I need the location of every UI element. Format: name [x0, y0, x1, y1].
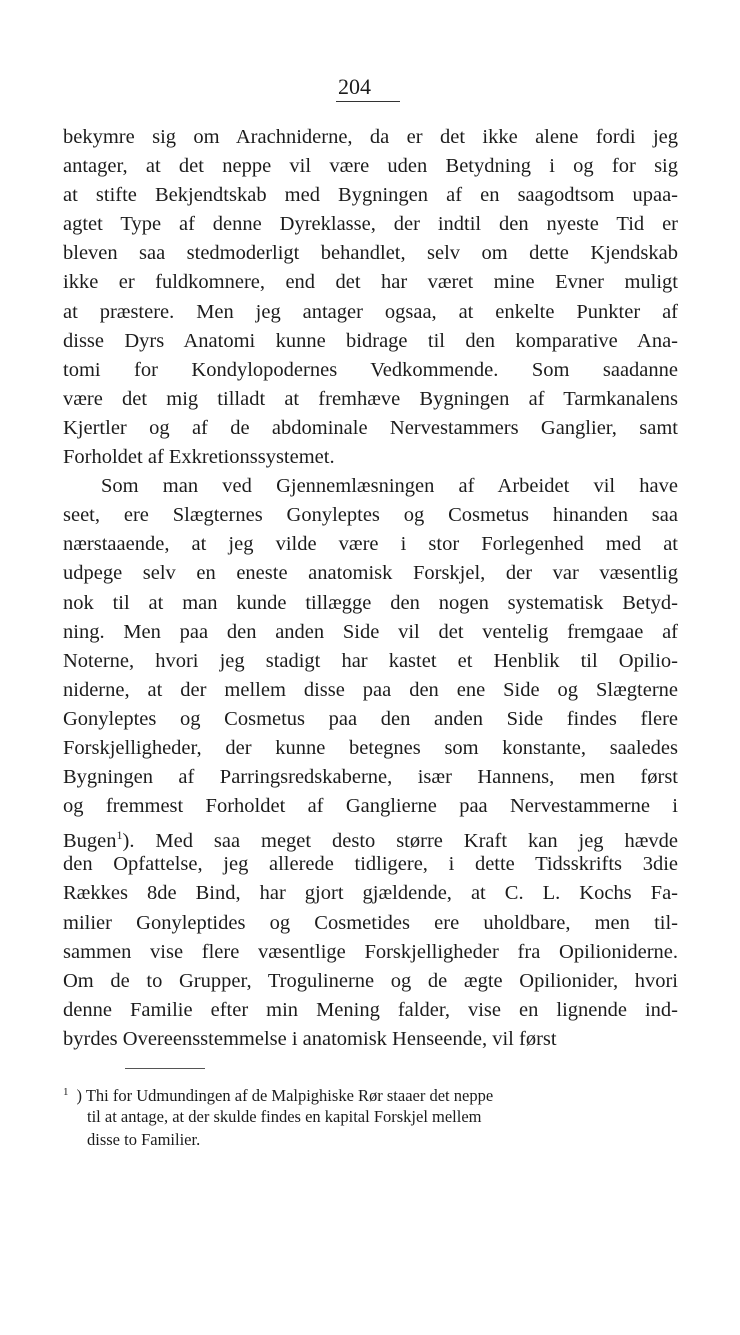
text-line: [63, 385, 678, 414]
text-line: [63, 239, 678, 268]
line-text: nærstaaende, at jeg vilde være i stor Forlegenhed med at: [63, 533, 678, 556]
line-text: byrdes Overeensstemmelse i anatomisk Henseende, vil først: [63, 1027, 557, 1050]
page-number-underline: [336, 101, 400, 102]
line-text: disse Dyrs Anatomi kunne bidrage til den komparative Ana-: [63, 329, 678, 352]
body-text: [63, 123, 678, 1054]
line-text: at præstere. Men jeg antager ogsaa, at enkelte Punkter af: [63, 300, 678, 323]
text-line: [63, 210, 678, 239]
page-number: 204: [338, 74, 371, 99]
line-text: udpege selv en eneste anatomisk Forskjel, der var væsentlig: [63, 562, 678, 585]
text-line: [63, 268, 678, 297]
footnote-line: [63, 1081, 678, 1105]
text-line: [63, 123, 678, 152]
text-line: [63, 647, 678, 676]
text-line: [63, 327, 678, 356]
footnote-line: til at antage, at der skulde findes en kapital Forskjel mellem: [87, 1106, 482, 1126]
text-line: [63, 443, 678, 472]
line-text: være det mig tilladt at fremhæve Bygningen af Tarmkanalens: [63, 387, 678, 410]
line-text-continued: ). Med saa meget desto større Kraft kan jeg hævde: [122, 830, 678, 853]
text-line: [63, 909, 678, 938]
text-line: [63, 152, 678, 181]
text-line: [63, 472, 678, 501]
line-text: niderne, at der mellem disse paa den ene Side og Slægterne: [63, 678, 678, 701]
line-text: nok til at man kunde tillægge den nogen systematisk Betyd-: [63, 591, 678, 614]
line-text: denne Familie efter min Mening falder, vise en lignende ind-: [63, 998, 678, 1021]
line-text: bleven saa stedmoderligt behandlet, selv om dette Kjendskab: [63, 242, 678, 265]
line-text: Som man ved Gjennemlæsningen af Arbeidet vil have: [101, 475, 678, 498]
line-text: antager, at det neppe vil være uden Betydning i og for sig: [63, 155, 678, 178]
text-line: [63, 356, 678, 385]
line-text: ikke er fuldkomnere, end det har været mine Evner muligt: [63, 271, 678, 294]
line-text: tomi for Kondylopodernes Vedkommende. Som saadanne: [63, 358, 678, 381]
text-line: [63, 763, 678, 792]
text-line: [63, 559, 678, 588]
line-text: Gonyleptes og Cosmetus paa den anden Side findes flere: [63, 707, 678, 730]
footnote-line: disse to Familier.: [87, 1130, 201, 1149]
line-text: seet, ere Slægternes Gonyleptes og Cosmetus hinanden saa: [63, 504, 678, 527]
line-text: Forskjelligheder, der kunne betegnes som konstante, saaledes: [63, 736, 678, 759]
line-text: og fremmest Forholdet af Ganglierne paa Nervestammerne i: [63, 795, 678, 818]
line-text: ning. Men paa den anden Side vil det ventelig fremgaae af: [63, 620, 678, 643]
text-line: [63, 705, 678, 734]
line-text: agtet Type af denne Dyreklasse, der indtil den nyeste Tid er: [63, 213, 678, 236]
line-text: Rækkes 8de Bind, har gjort gjældende, at C. L. Kochs Fa-: [63, 882, 678, 905]
footnote-marker: 1: [63, 1086, 69, 1098]
text-line: [63, 181, 678, 210]
line-text: Bugen: [63, 830, 117, 853]
text-line: [63, 996, 678, 1025]
line-text: Noterne, hvori jeg stadigt har kastet et Henblik til Opilio-: [63, 649, 678, 672]
footnotes: [63, 1081, 678, 1152]
text-line: [63, 530, 678, 559]
footnote-text: ) Thi for Udmundingen af de Malpighiske Rør staaer det neppe: [76, 1086, 494, 1105]
text-line: [63, 792, 678, 821]
text-line: [63, 1025, 678, 1054]
text-line: [63, 676, 678, 705]
line-text: Kjertler og af de abdominale Nervestammers Ganglier, samt: [63, 416, 678, 439]
line-text: sammen vise flere væsentlige Forskjelligheder fra Opilioniderne.: [63, 940, 678, 963]
footnote-separator: [125, 1068, 205, 1069]
line-text: Forholdet af Exkretionssystemet.: [63, 446, 335, 469]
text-line: [63, 501, 678, 530]
text-line: [63, 414, 678, 443]
line-text: bekymre sig om Arachniderne, da er det ikke alene fordi jeg: [63, 126, 678, 148]
text-line: [63, 821, 678, 853]
line-text: milier Gonyleptides og Cosmetides ere uholdbare, men til-: [63, 911, 678, 934]
text-line: [63, 879, 678, 908]
footnote-reference: 1: [116, 828, 123, 843]
text-line: [63, 938, 678, 967]
line-text: Om de to Grupper, Trogulinerne og de ægte Opilionider, hvori: [63, 969, 678, 992]
line-text: den Opfattelse, jeg allerede tidligere, i dette Tidsskrifts 3die: [63, 853, 678, 876]
line-text: at stifte Bekjendtskab med Bygningen af en saagodtsom upaa-: [63, 184, 678, 207]
text-line: [63, 589, 678, 618]
text-line: [63, 850, 678, 879]
text-line: [63, 618, 678, 647]
text-line: [63, 298, 678, 327]
text-line: [63, 967, 678, 996]
text-line: [63, 734, 678, 763]
line-text: Bygningen af Parringsredskaberne, især Hannens, men først: [63, 766, 678, 789]
